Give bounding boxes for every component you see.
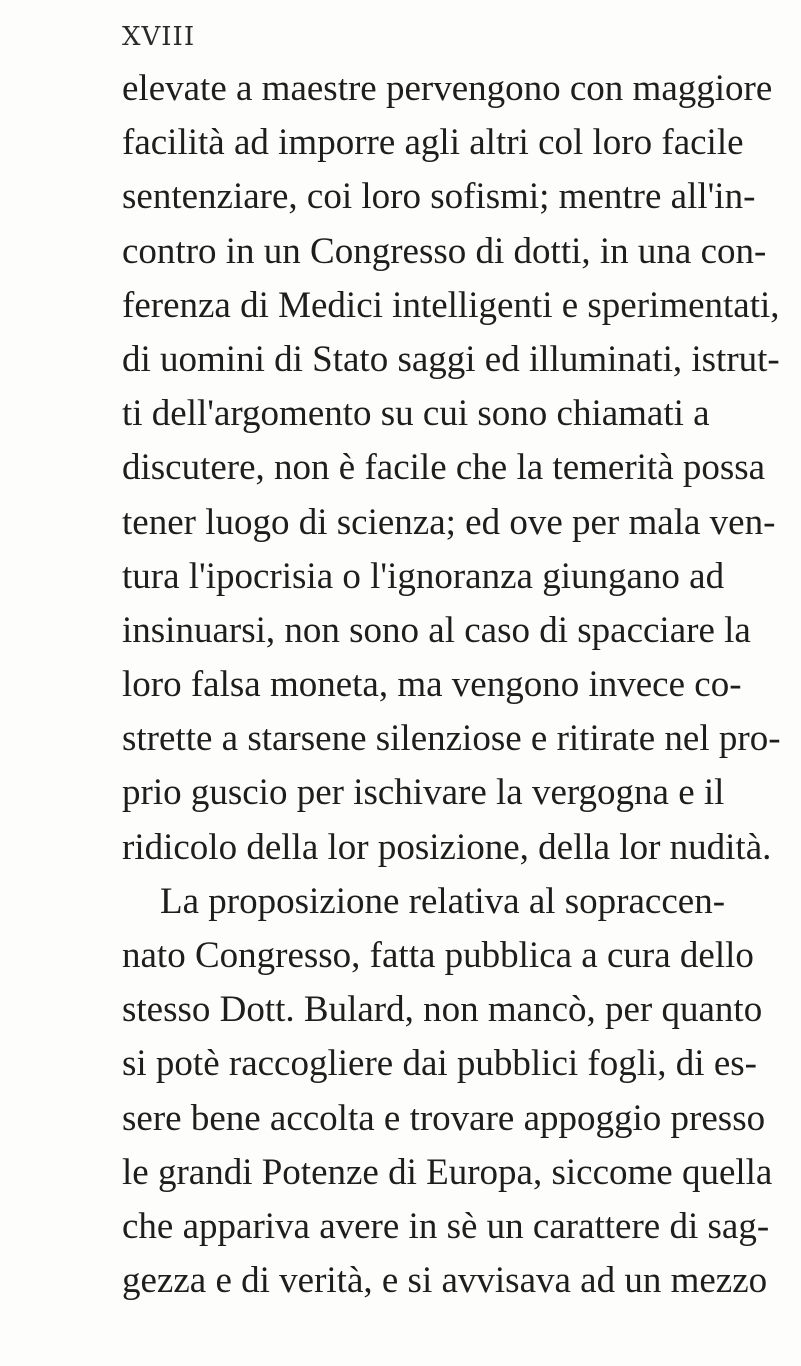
text-line: di uomini di Stato saggi ed illuminati, istrut- (122, 338, 780, 380)
text-line: contro in un Congresso di dotti, in una con- (122, 230, 767, 272)
text-line: discutere, non è facile che la temerità possa (122, 447, 766, 489)
text-line: nato Congresso, fatta pubblica a cura dello (122, 935, 754, 976)
text-line: sentenziare, coi loro sofismi; mentre all'in- (122, 176, 756, 218)
text-line: ridicolo della lor posizione, della lor nudità. (122, 826, 772, 868)
paragraph-start-line: La proposizione relativa al sopraccen- (160, 880, 726, 922)
text-line: elevate a maestre pervengono con maggiore (122, 68, 773, 109)
text-line: che appariva avere in sè un carattere di sag- (122, 1205, 770, 1247)
text-line: ti dell'argomento su cui sono chiamati a (122, 393, 710, 435)
text-line: gezza e di verità, e si avvisava ad un mezzo (122, 1260, 768, 1302)
text-line: facilità ad imporre agli altri col loro facile (122, 122, 744, 164)
text-line: prio guscio per ischivare la vergogna e il (122, 772, 725, 814)
text-line: sere bene accolta e trovare appoggio presso (122, 1097, 766, 1139)
text-line: le grandi Potenze di Europa, siccome quella (122, 1151, 773, 1193)
text-line: stesso Dott. Bulard, non mancò, per quanto (122, 989, 763, 1031)
text-line: strette a starsene silenziose e ritirate nel pro- (122, 718, 781, 760)
text-line: si potè raccogliere dai pubblici fogli, di es- (122, 1043, 757, 1085)
page-number: XVIII (122, 22, 196, 52)
body-text (122, 62, 781, 1308)
text-line: tura l'ipocrisia o l'ignoranza giungano ad (122, 555, 725, 597)
text-line: loro falsa moneta, ma vengono invece co- (122, 664, 742, 706)
text-line: ferenza di Medici intelligenti e sperimentati, (122, 284, 780, 326)
text-line: tener luogo di scienza; ed ove per mala ven- (122, 501, 776, 543)
text-line: insinuarsi, non sono al caso di spacciare la (122, 609, 751, 651)
